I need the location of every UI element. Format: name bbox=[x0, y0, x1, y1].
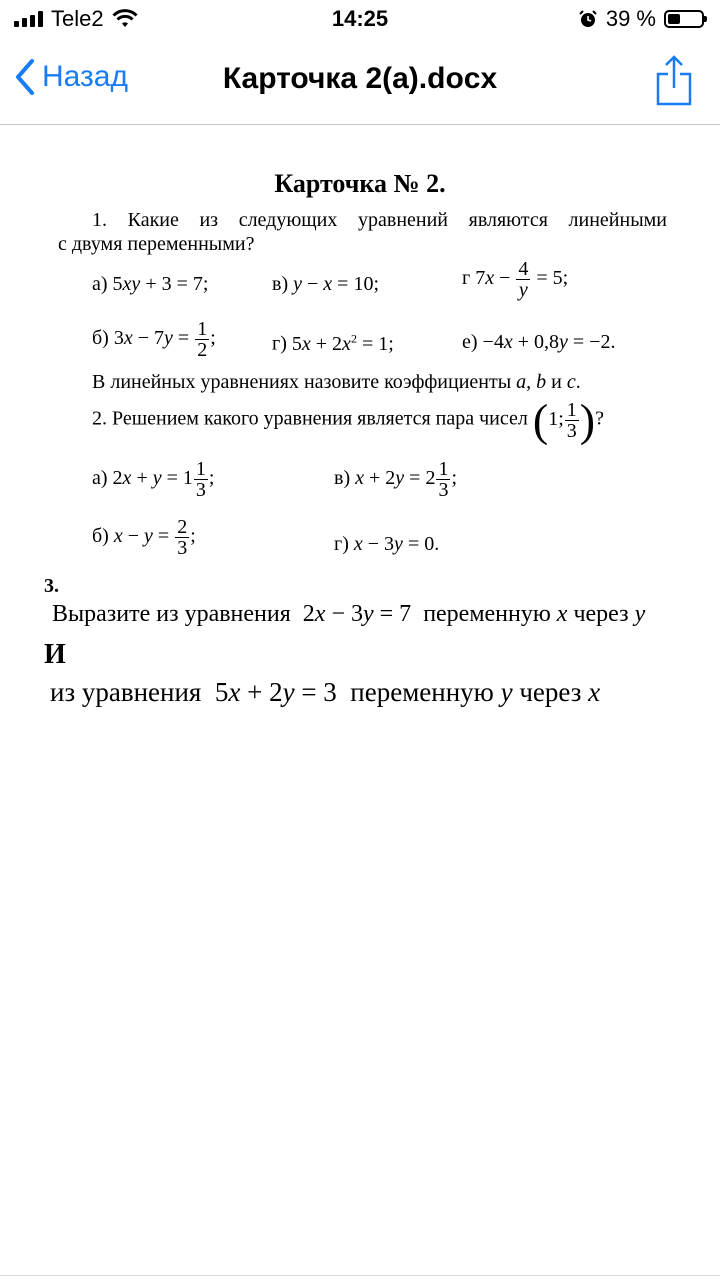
battery-icon bbox=[664, 10, 704, 28]
question-3-number: 3. bbox=[44, 575, 59, 597]
q1-coefficients-note: В линейных уравнениях назовите коэффициенты a, b и c. bbox=[92, 371, 581, 393]
q1-option-a: а) 5xy + 3 = 7; bbox=[92, 273, 209, 295]
back-button-label: Назад bbox=[42, 60, 128, 93]
document-page bbox=[0, 125, 720, 1265]
question-3-and: И bbox=[44, 639, 66, 670]
q1-option-b: б) 3x − 7y = $\frac{1}{2}$ ; bbox=[92, 318, 216, 361]
navigation-bar bbox=[0, 40, 720, 125]
share-icon bbox=[654, 54, 694, 106]
q2-option-v: в) x + 2y = 2 $\frac{1}{3}$ ; bbox=[334, 458, 458, 501]
q2-option-b: б) x − y = $\frac{2}{3}$ ; bbox=[92, 516, 196, 559]
share-button[interactable] bbox=[654, 54, 694, 111]
q1-option-e: е) −4x + 0,8y = −2. bbox=[462, 331, 616, 353]
status-time: 14:25 bbox=[331, 6, 389, 31]
q2-option-g: г) x − 3y = 0. bbox=[334, 533, 440, 555]
q1-option-g2: г) $5x + 2x^2 = 1$; bbox=[272, 331, 394, 355]
question-3-line-2: из уравнения 5x + 2y = 3 переменную y через x bbox=[50, 677, 601, 707]
q2-option-a: а) 2x + y = 1 $\frac{1}{3}$ ; bbox=[92, 458, 215, 501]
bottom-divider bbox=[0, 1275, 720, 1276]
question-3-line-1: Выразите из уравнения 2x − 3y = 7 переменную x через y bbox=[52, 601, 646, 627]
battery-percent: 39 % bbox=[605, 6, 656, 31]
q1-option-v: в) y − x = 10; bbox=[272, 273, 380, 295]
battery-level-fill bbox=[668, 14, 680, 24]
alarm-clock-icon bbox=[578, 9, 598, 29]
status-right bbox=[578, 6, 704, 32]
q1-option-g1: г 7x − $\frac{4}{y}$ = 5; bbox=[462, 258, 569, 301]
card-title: Карточка № 2. bbox=[274, 169, 446, 198]
document-title: Карточка 2(а).docx bbox=[222, 62, 498, 95]
status-bar bbox=[0, 0, 720, 40]
carrier-name: Tele2 bbox=[51, 6, 104, 31]
question-1-line-1: 1. Какие из следующих уравнений являются линейными bbox=[92, 209, 667, 231]
question-2: 2. Решением какого уравнения является пара чисел (1; $\frac{1}{3}$ )? bbox=[92, 394, 604, 445]
question-1-line-2: с двумя переменными? bbox=[58, 233, 255, 255]
